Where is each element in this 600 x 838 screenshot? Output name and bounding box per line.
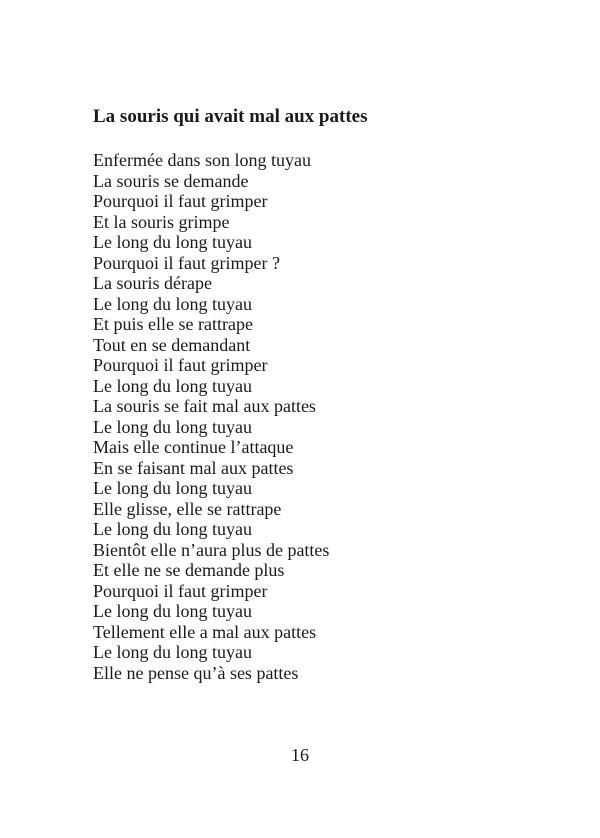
poem-line: Le long du long tuyau bbox=[93, 642, 252, 662]
poem-line: Le long du long tuyau bbox=[93, 601, 252, 621]
poem-line: Pourquoi il faut grimper ? bbox=[93, 252, 280, 273]
poem-line: Mais elle continue l’attaque bbox=[93, 437, 294, 457]
poem-line: Le long du long tuyau bbox=[93, 293, 252, 314]
poem-line: La souris se fait mal aux pattes bbox=[93, 396, 316, 416]
page-number: 16 bbox=[291, 745, 309, 765]
poem-line: Elle glisse, elle se rattrape bbox=[93, 498, 282, 519]
poem-line: Et puis elle se rattrape bbox=[93, 314, 253, 334]
poem-title: La souris qui avait mal aux pattes bbox=[93, 106, 368, 127]
poem-line: Le long du long tuyau bbox=[93, 232, 252, 252]
poem-line: Tellement elle a mal aux pattes bbox=[93, 621, 317, 642]
poem-line: Et elle ne se demande plus bbox=[93, 560, 285, 580]
poem-line: Pourquoi il faut grimper bbox=[93, 191, 268, 211]
poem-line: Le long du long tuyau bbox=[93, 478, 252, 498]
poem-line: Et la souris grimpe bbox=[93, 211, 230, 232]
poem-line: Le long du long tuyau bbox=[93, 375, 252, 396]
poem-line: Bientôt elle n’aura plus de pattes bbox=[93, 539, 330, 560]
poem-line: Pourquoi il faut grimper bbox=[93, 355, 268, 375]
poem-line: Elle ne pense qu’à ses pattes bbox=[93, 662, 299, 683]
poem-line: Enfermée dans son long tuyau bbox=[93, 150, 311, 170]
poem-line: Pourquoi il faut grimper bbox=[93, 580, 268, 601]
poem-line: Le long du long tuyau bbox=[93, 416, 252, 437]
poem-line: Le long du long tuyau bbox=[93, 519, 252, 539]
poem-line: Tout en se demandant bbox=[93, 334, 251, 355]
poem-line: La souris se demande bbox=[93, 170, 249, 191]
poem-line: En se faisant mal aux pattes bbox=[93, 457, 294, 478]
poem-body bbox=[93, 150, 329, 683]
poem-line: La souris dérape bbox=[93, 273, 212, 293]
